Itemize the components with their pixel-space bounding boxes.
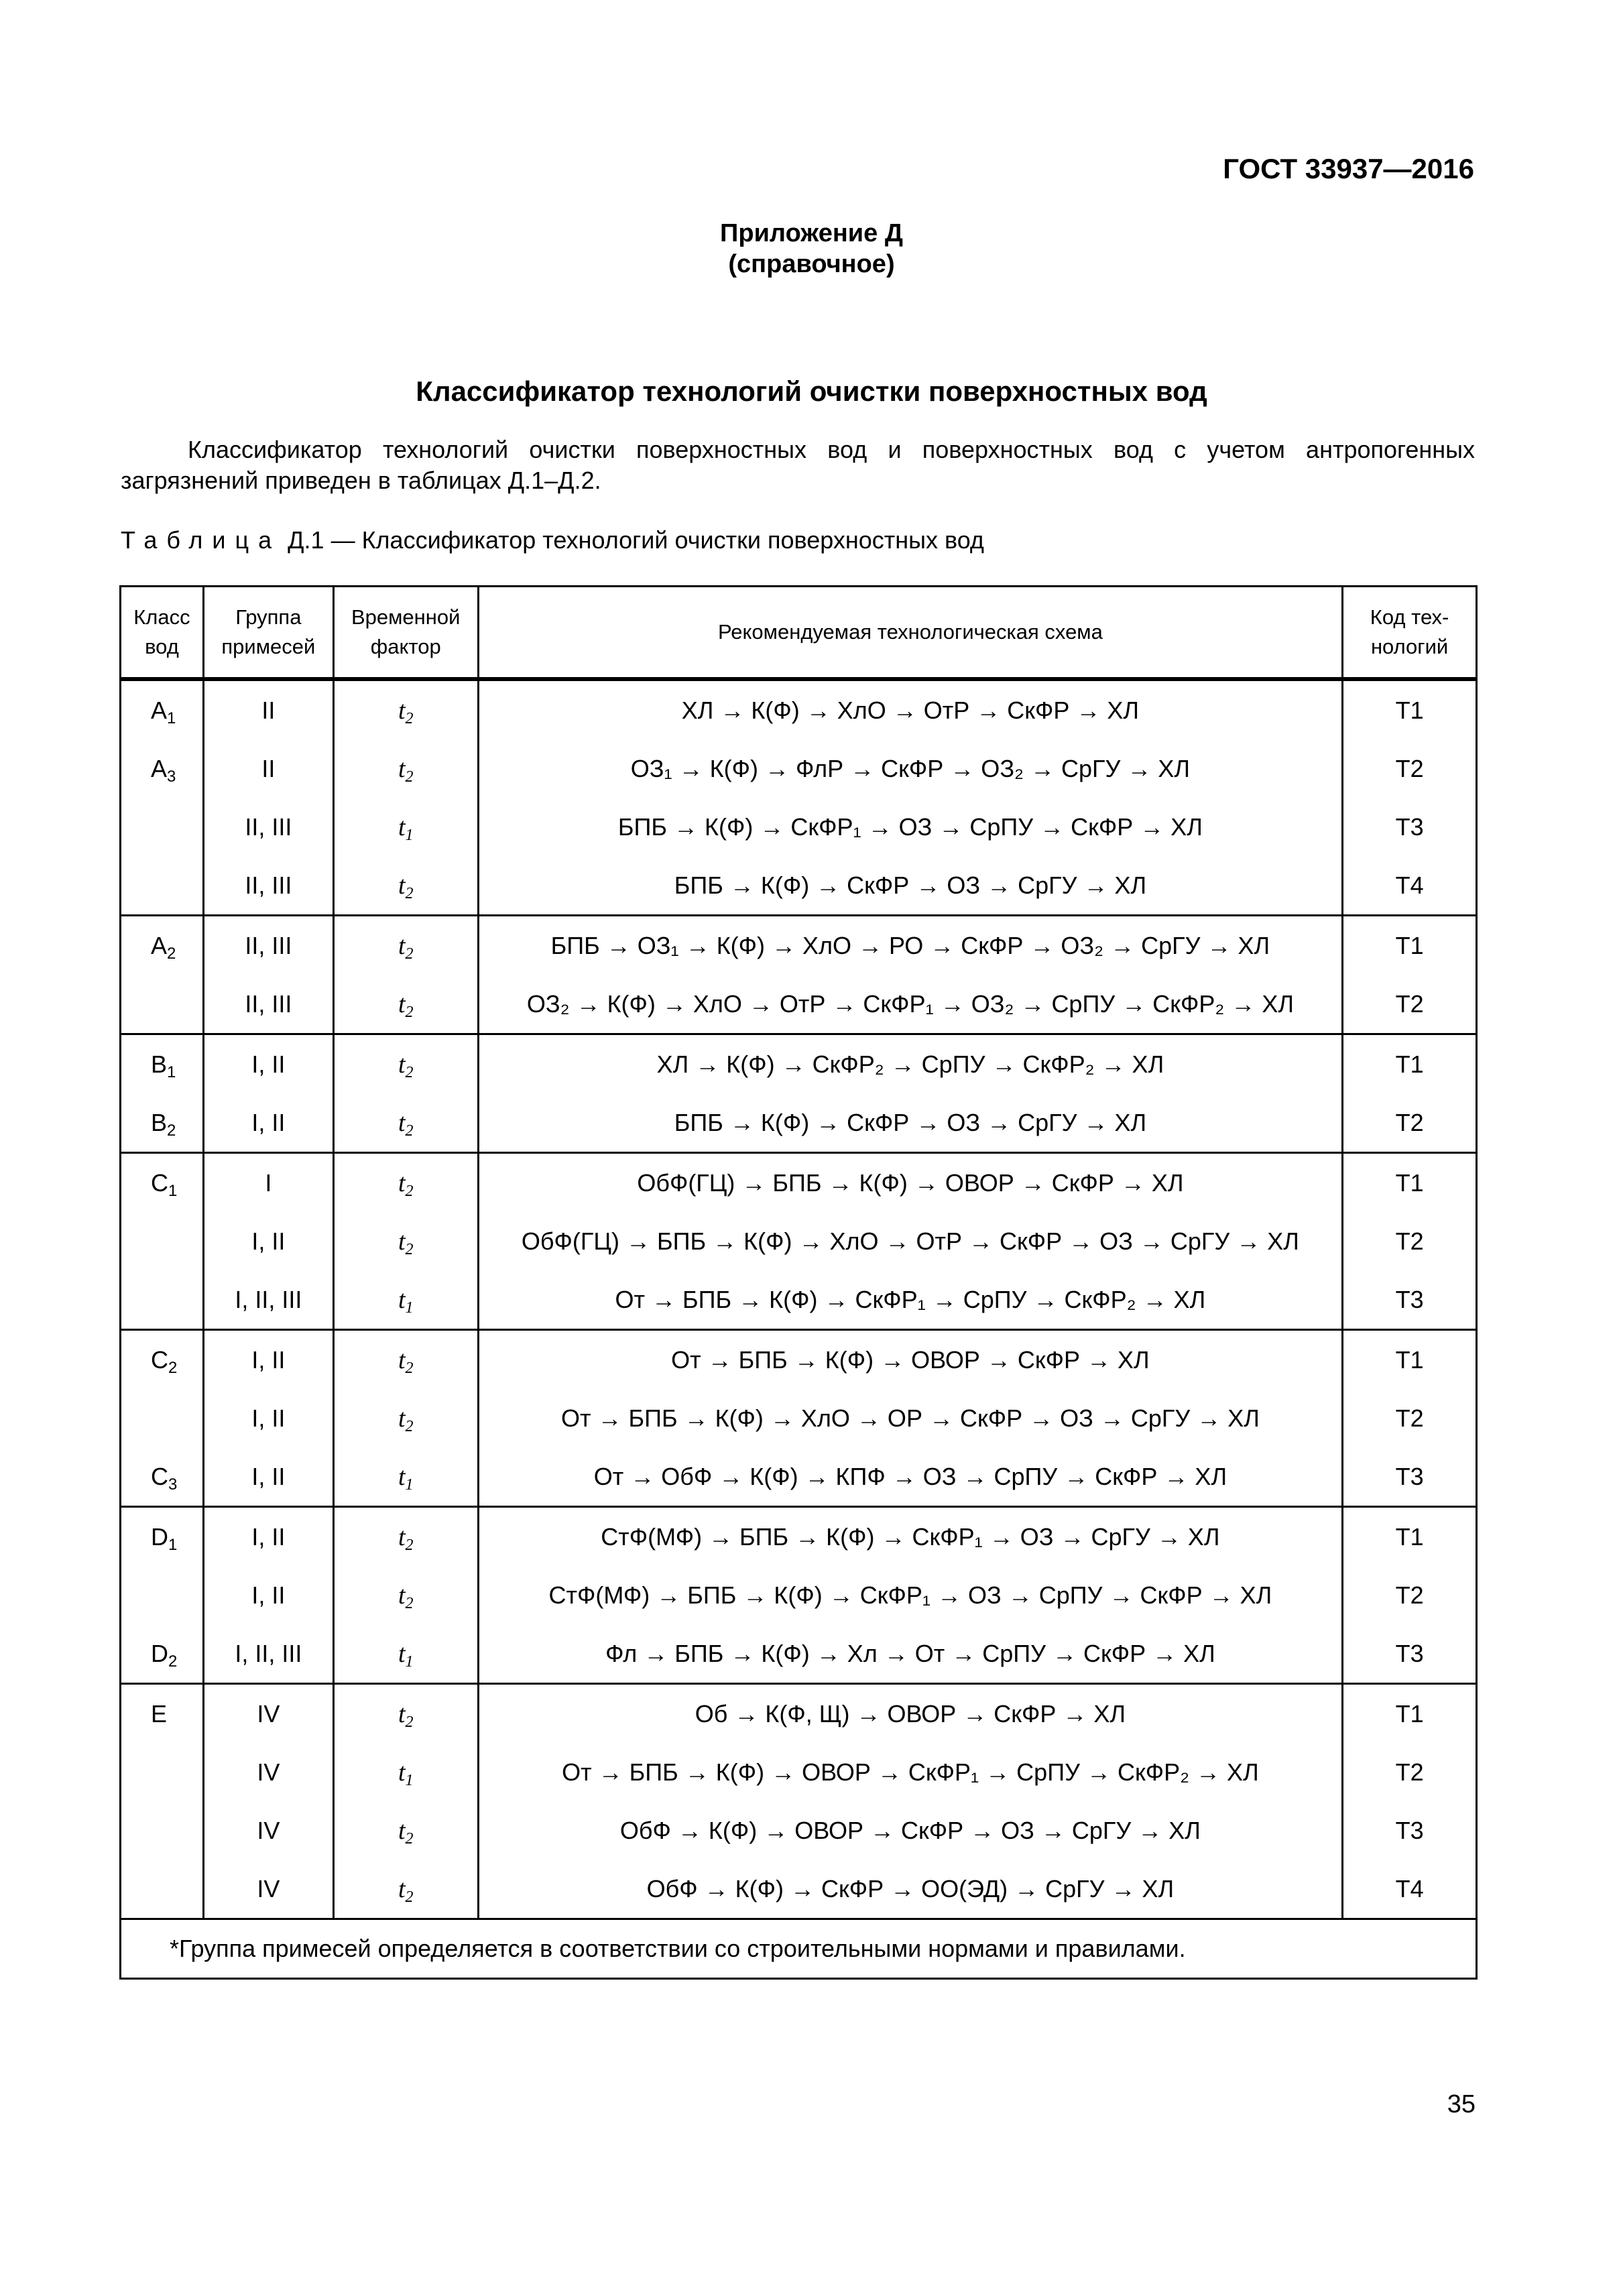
cell-time-factor: $t_2$ [333,679,478,739]
table-row [121,1447,1477,1507]
table-caption [121,526,984,554]
cell-class [121,1566,204,1624]
cell-code: Т3 [1343,1624,1477,1684]
cell-time-factor: $t_2$ [333,739,478,798]
cell-group: IV [203,1684,333,1744]
cell-class: E [121,1684,204,1744]
cell-class [121,856,204,916]
cell-code: Т3 [1343,1801,1477,1860]
cell-class: $D_1$ [121,1507,204,1567]
cell-code: Т1 [1343,1330,1477,1390]
cell-class [121,798,204,856]
table-row [121,1566,1477,1624]
cell-scheme: ОбФ → К(Ф) → СкФР → ОО(ЭД) → СрГУ → ХЛ [478,1860,1343,1919]
cell-group: II [203,739,333,798]
cell-group: IV [203,1743,333,1801]
cell-code: Т2 [1343,1212,1477,1270]
cell-time-factor: $t_2$ [333,916,478,975]
header-group: Группа примесей [203,587,333,680]
cell-group: IV [203,1860,333,1919]
cell-group: IV [203,1801,333,1860]
cell-scheme: Фл → БПБ → К(Ф) → Хл → От → СрПУ → СкФР → ХЛ [478,1624,1343,1684]
cell-code: Т2 [1343,1093,1477,1153]
cell-code: Т2 [1343,739,1477,798]
appendix-title: Приложение Д [720,219,903,247]
cell-group: I, II [203,1034,333,1094]
table-row [121,1860,1477,1919]
cell-class: $C_1$ [121,1153,204,1213]
cell-time-factor: $t_1$ [333,1447,478,1507]
classifier-table [119,585,1478,1980]
header-time: Временной фактор [333,587,478,680]
cell-time-factor: $t_1$ [333,1743,478,1801]
table-row [121,1153,1477,1213]
table-row [121,679,1477,739]
cell-scheme: БПБ → К(Ф) → СкФР₁ → ОЗ → СрПУ → СкФР → ХЛ [478,798,1343,856]
page-number: 35 [1447,2090,1476,2118]
cell-time-factor: $t_2$ [333,1212,478,1270]
cell-class: $A_3$ [121,739,204,798]
table-row [121,975,1477,1034]
cell-code: Т2 [1343,1743,1477,1801]
cell-scheme: От → БПБ → К(Ф) → ХлО → ОР → СкФР → ОЗ → СрГУ → ХЛ [478,1389,1343,1447]
cell-scheme: ХЛ → К(Ф) → ХлО → ОтР → СкФР → ХЛ [478,679,1343,739]
cell-class [121,1801,204,1860]
cell-time-factor: $t_2$ [333,975,478,1034]
table-row [121,1330,1477,1390]
cell-code: Т3 [1343,1270,1477,1330]
cell-code: Т1 [1343,679,1477,739]
cell-group: I [203,1153,333,1213]
cell-code: Т4 [1343,1860,1477,1919]
table-row [121,1624,1477,1684]
cell-class: $A_2$ [121,916,204,975]
cell-time-factor: $t_2$ [333,1684,478,1744]
cell-code: Т2 [1343,1389,1477,1447]
cell-group: II, III [203,916,333,975]
table-row [121,1801,1477,1860]
cell-class [121,1270,204,1330]
cell-group: II, III [203,975,333,1034]
cell-group: II, III [203,856,333,916]
table-footnote: *Группа примесей определяется в соответствии со строительными нормами и правилами. [121,1919,1477,1979]
cell-scheme: От → ОбФ → К(Ф) → КПФ → ОЗ → СрПУ → СкФР → ХЛ [478,1447,1343,1507]
standard-number: ГОСТ 33937—2016 [1223,153,1474,184]
cell-class [121,1389,204,1447]
footnote-row [121,1919,1477,1979]
cell-scheme: ОЗ₂ → К(Ф) → ХлО → ОтР → СкФР₁ → ОЗ₂ → СрПУ → СкФР₂ → ХЛ [478,975,1343,1034]
cell-scheme: ОбФ(ГЦ) → БПБ → К(Ф) → ОВОР → СкФР → ХЛ [478,1153,1343,1213]
intro-paragraph: Классификатор технологий очистки поверхностных вод и поверхностных вод с учетом антропогенных загрязнений приведен в таблицах Д.1–Д.2. [121,436,1475,494]
cell-scheme: От → БПБ → К(Ф) → ОВОР → СкФР → ХЛ [478,1330,1343,1390]
cell-group: I, II [203,1330,333,1390]
header-code: Код тех- нологий [1343,587,1477,680]
cell-time-factor: $t_2$ [333,1034,478,1094]
table-header-row [121,587,1477,680]
cell-group: I, II [203,1093,333,1153]
section-title: Классификатор технологий очистки поверхностных вод [416,375,1207,407]
cell-scheme: ОбФ → К(Ф) → ОВОР → СкФР → ОЗ → СрГУ → ХЛ [478,1801,1343,1860]
cell-class: $C_2$ [121,1330,204,1390]
cell-group: I, II, III [203,1270,333,1330]
cell-group: I, II [203,1212,333,1270]
cell-group: I, II [203,1389,333,1447]
cell-group: I, II [203,1507,333,1567]
table-row [121,798,1477,856]
cell-scheme: ХЛ → К(Ф) → СкФР₂ → СрПУ → СкФР₂ → ХЛ [478,1034,1343,1094]
table-row [121,1212,1477,1270]
cell-group: I, II [203,1447,333,1507]
cell-time-factor: $t_2$ [333,1330,478,1390]
cell-time-factor: $t_2$ [333,1507,478,1567]
cell-scheme: БПБ → К(Ф) → СкФР → ОЗ → СрГУ → ХЛ [478,856,1343,916]
table-row [121,1034,1477,1094]
cell-time-factor: $t_2$ [333,856,478,916]
table-row [121,916,1477,975]
cell-scheme: Об → К(Ф, Щ) → ОВОР → СкФР → ХЛ [478,1684,1343,1744]
table-row [121,1093,1477,1153]
cell-class [121,1212,204,1270]
cell-code: Т3 [1343,798,1477,856]
cell-time-factor: $t_2$ [333,1093,478,1153]
cell-class: $D_2$ [121,1624,204,1684]
cell-scheme: БПБ → К(Ф) → СкФР → ОЗ → СрГУ → ХЛ [478,1093,1343,1153]
cell-time-factor: $t_1$ [333,1624,478,1684]
cell-code: Т2 [1343,1566,1477,1624]
cell-scheme: СтФ(МФ) → БПБ → К(Ф) → СкФР₁ → ОЗ → СрГУ → ХЛ [478,1507,1343,1567]
appendix-heading [0,218,1623,280]
cell-time-factor: $t_2$ [333,1389,478,1447]
cell-scheme: От → БПБ → К(Ф) → ОВОР → СкФР₁ → СрПУ → СкФР₂ → ХЛ [478,1743,1343,1801]
table-row [121,1270,1477,1330]
cell-scheme: СтФ(МФ) → БПБ → К(Ф) → СкФР₁ → ОЗ → СрПУ → СкФР → ХЛ [478,1566,1343,1624]
table-row [121,1507,1477,1567]
table-row [121,1389,1477,1447]
cell-class [121,975,204,1034]
cell-class: $B_1$ [121,1034,204,1094]
header-scheme: Рекомендуемая технологическая схема [478,587,1343,680]
table-row [121,1684,1477,1744]
table-row [121,1743,1477,1801]
table-row [121,739,1477,798]
cell-code: Т1 [1343,1034,1477,1094]
cell-time-factor: $t_2$ [333,1153,478,1213]
appendix-type: (справочное) [728,250,895,278]
cell-scheme: От → БПБ → К(Ф) → СкФР₁ → СрПУ → СкФР₂ → ХЛ [478,1270,1343,1330]
table-row [121,856,1477,916]
cell-code: Т1 [1343,1153,1477,1213]
cell-code: Т2 [1343,975,1477,1034]
cell-class: $C_3$ [121,1447,204,1507]
cell-group: II, III [203,798,333,856]
cell-code: Т3 [1343,1447,1477,1507]
table-caption-text: Д.1 — Классификатор технологий очистки поверхностных вод [281,526,984,554]
cell-group: II [203,679,333,739]
cell-code: Т1 [1343,916,1477,975]
cell-time-factor: $t_1$ [333,798,478,856]
cell-group: I, II, III [203,1624,333,1684]
cell-class [121,1860,204,1919]
header-class: Класс вод [121,587,204,680]
cell-code: Т1 [1343,1684,1477,1744]
cell-code: Т4 [1343,856,1477,916]
cell-class: $A_1$ [121,679,204,739]
cell-code: Т1 [1343,1507,1477,1567]
cell-time-factor: $t_2$ [333,1566,478,1624]
cell-time-factor: $t_2$ [333,1801,478,1860]
cell-scheme: БПБ → ОЗ₁ → К(Ф) → ХлО → РО → СкФР → ОЗ₂ → СрГУ → ХЛ [478,916,1343,975]
cell-scheme: ОбФ(ГЦ) → БПБ → К(Ф) → ХлО → ОтР → СкФР → ОЗ → СрГУ → ХЛ [478,1212,1343,1270]
table-caption-word: Таблица [121,526,282,554]
cell-scheme: ОЗ₁ → К(Ф) → ФлР → СкФР → ОЗ₂ → СрГУ → ХЛ [478,739,1343,798]
cell-time-factor: $t_2$ [333,1860,478,1919]
cell-time-factor: $t_1$ [333,1270,478,1330]
cell-class: $B_2$ [121,1093,204,1153]
cell-group: I, II [203,1566,333,1624]
cell-class [121,1743,204,1801]
